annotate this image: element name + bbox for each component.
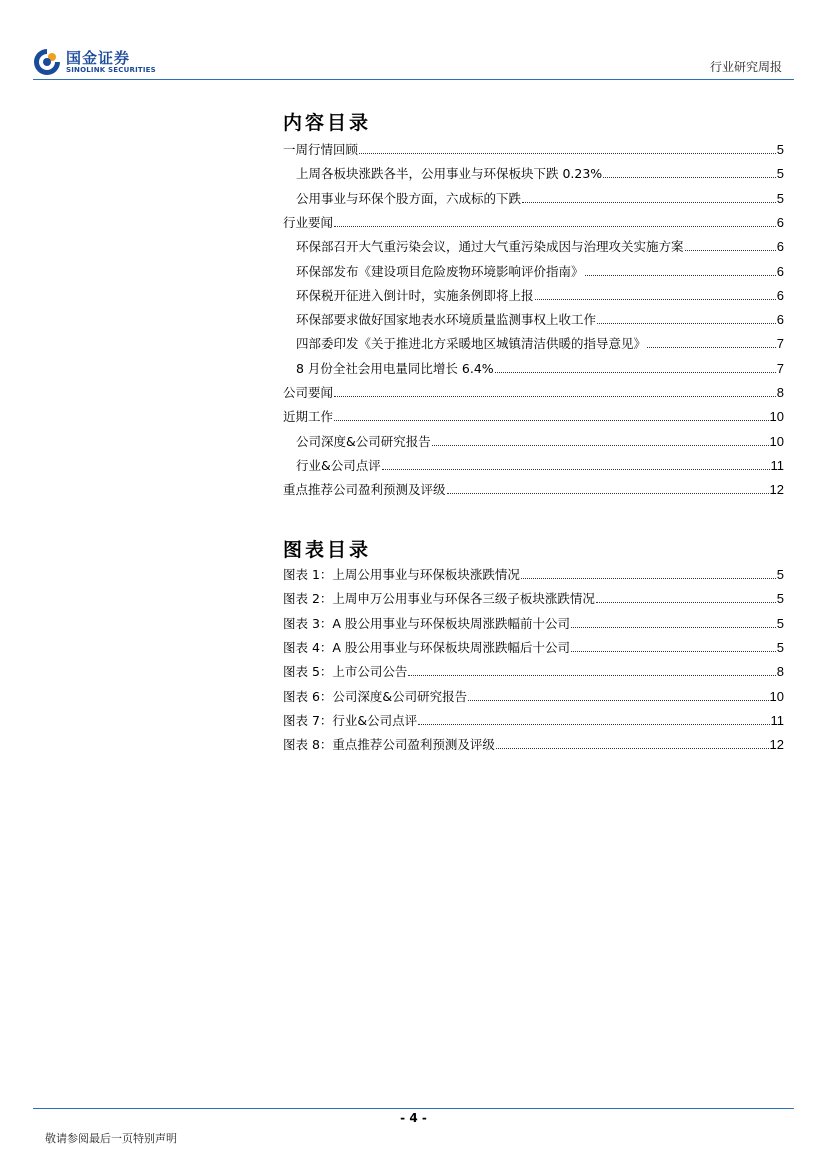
toc-entry-title[interactable]: 公司要闻 bbox=[283, 385, 334, 400]
dot-leader bbox=[603, 177, 776, 178]
toc-entry-title[interactable]: 近期工作 bbox=[283, 409, 334, 425]
toc-entry[interactable] bbox=[283, 211, 784, 231]
figure-toc-entry-page[interactable]: 5 bbox=[776, 639, 784, 655]
figure-toc-entry-title[interactable]: 图表 1：上周公用事业与环保板块涨跌情况 bbox=[283, 567, 520, 582]
figure-toc-entry[interactable] bbox=[283, 709, 784, 729]
sinolink-logo-icon bbox=[33, 48, 61, 76]
toc-entry-page[interactable]: 12 bbox=[769, 482, 784, 498]
figure-toc-entry[interactable] bbox=[283, 612, 784, 632]
toc-entry-title[interactable]: 公用事业与环保个股方面，六成标的下跌 bbox=[296, 190, 522, 206]
toc-entry-page[interactable]: 8 bbox=[776, 385, 784, 400]
dot-leader bbox=[585, 275, 776, 276]
report-type: 行业研究周报 bbox=[709, 60, 782, 74]
toc-entry-title[interactable]: 环保部要求做好国家地表水环境质量监测事权上收工作 bbox=[296, 312, 597, 328]
toc-entry-page[interactable]: 7 bbox=[776, 336, 784, 352]
toc-entry-page[interactable]: 6 bbox=[776, 239, 784, 255]
footer-divider bbox=[33, 1108, 794, 1109]
dot-leader bbox=[334, 226, 776, 227]
figure-toc-entry-page[interactable]: 12 bbox=[769, 737, 784, 753]
toc-entry[interactable] bbox=[296, 235, 784, 255]
dot-leader bbox=[647, 347, 776, 348]
dot-leader bbox=[596, 602, 776, 603]
dot-leader bbox=[468, 700, 768, 701]
toc-entry-title[interactable]: 行业要闻 bbox=[283, 214, 334, 230]
dot-leader bbox=[495, 372, 776, 373]
figure-toc-entry-title[interactable]: 图表 8：重点推荐公司盈利预测及评级 bbox=[283, 737, 495, 753]
page-number: - 4 - bbox=[400, 1111, 427, 1125]
toc-entry-title[interactable]: 环保部召开大气重污染会议，通过大气重污染成因与治理攻关实施方案 bbox=[296, 239, 684, 255]
toc-entry-page[interactable]: 10 bbox=[769, 433, 784, 449]
figure-toc-entry-page[interactable]: 5 bbox=[776, 615, 784, 631]
figure-toc-entry-page[interactable]: 5 bbox=[776, 567, 784, 582]
dot-leader bbox=[447, 493, 769, 494]
company-logo bbox=[33, 47, 156, 77]
toc-entry-page[interactable]: 5 bbox=[776, 190, 784, 206]
dot-leader bbox=[522, 202, 776, 203]
toc-entry-title[interactable]: 一周行情回顾 bbox=[283, 142, 359, 157]
dot-leader bbox=[496, 748, 769, 749]
figure-toc-entry-page[interactable]: 10 bbox=[769, 688, 784, 704]
toc-entry-title[interactable]: 公司深度&公司研究报告 bbox=[296, 433, 431, 449]
figure-toc-entry-title[interactable]: 图表 6：公司深度&公司研究报告 bbox=[283, 688, 468, 704]
logo-chinese-name: 国金证券 bbox=[66, 48, 131, 67]
toc-entry-title[interactable]: 行业&公司点评 bbox=[296, 457, 381, 473]
figure-toc-entry[interactable] bbox=[283, 685, 784, 705]
figure-toc-entry[interactable] bbox=[283, 563, 784, 583]
toc-entry-page[interactable]: 6 bbox=[776, 214, 784, 230]
toc-entry-title[interactable]: 重点推荐公司盈利预测及评级 bbox=[283, 482, 446, 498]
dot-leader bbox=[597, 323, 776, 324]
figure-toc-entry[interactable] bbox=[283, 733, 784, 753]
figure-toc-entry-page[interactable]: 5 bbox=[776, 591, 784, 607]
dot-leader bbox=[571, 651, 776, 652]
toc-entry-page[interactable]: 11 bbox=[770, 457, 784, 473]
toc-entry-page[interactable]: 6 bbox=[776, 263, 784, 279]
toc-entry-page[interactable]: 7 bbox=[776, 360, 784, 376]
page-header bbox=[0, 0, 827, 84]
toc-entry-page[interactable]: 6 bbox=[776, 312, 784, 328]
figure-toc-entry-title[interactable]: 图表 2：上周申万公用事业与环保各三级子板块涨跌情况 bbox=[283, 591, 595, 607]
toc-entry[interactable] bbox=[296, 162, 784, 182]
figure-toc-entry[interactable] bbox=[283, 636, 784, 656]
figure-toc-entry-title[interactable]: 图表 7：行业&公司点评 bbox=[283, 712, 418, 728]
toc-entry-page[interactable]: 10 bbox=[769, 409, 784, 425]
logo-english-name: SINOLINK SECURITIES bbox=[66, 65, 156, 74]
dot-leader bbox=[408, 675, 775, 676]
toc-entry[interactable] bbox=[296, 332, 784, 352]
dot-leader bbox=[382, 469, 770, 470]
toc-entry-page[interactable]: 6 bbox=[776, 287, 784, 303]
dot-leader bbox=[334, 420, 769, 421]
toc-entry[interactable] bbox=[283, 405, 784, 425]
header-divider bbox=[33, 79, 794, 80]
toc-entry-title[interactable]: 四部委印发《关于推进北方采暖地区城镇清洁供暖的指导意见》 bbox=[296, 336, 647, 352]
toc-entry-title[interactable]: 8 月份全社会用电量同比增长 6.4% bbox=[296, 360, 494, 376]
dot-leader bbox=[685, 250, 776, 251]
toc-entry-title[interactable]: 环保部发布《建设项目危险废物环境影响评价指南》 bbox=[296, 263, 584, 279]
footer-disclaimer: 敬请参阅最后一页特别声明 bbox=[45, 1132, 177, 1145]
toc-entry[interactable] bbox=[296, 308, 784, 328]
figures-title: 图表目录 bbox=[283, 539, 372, 561]
toc-entry[interactable] bbox=[296, 454, 784, 474]
dot-leader bbox=[521, 578, 776, 579]
toc-entry[interactable] bbox=[296, 357, 784, 377]
toc-entry-page[interactable]: 5 bbox=[776, 142, 784, 157]
toc-entry[interactable] bbox=[283, 381, 784, 401]
toc-entry[interactable] bbox=[283, 478, 784, 498]
toc-entry[interactable] bbox=[296, 430, 784, 450]
dot-leader bbox=[418, 724, 769, 725]
toc-entry-page[interactable]: 5 bbox=[776, 166, 784, 182]
dot-leader bbox=[432, 445, 769, 446]
figure-toc-entry-title[interactable]: 图表 3：A 股公用事业与环保板块周涨跌幅前十公司 bbox=[283, 615, 570, 631]
dot-leader bbox=[334, 396, 776, 397]
toc-entry[interactable] bbox=[283, 138, 784, 158]
figure-toc-entry-page[interactable]: 8 bbox=[776, 664, 784, 680]
figure-toc-entry-title[interactable]: 图表 4：A 股公用事业与环保板块周涨跌幅后十公司 bbox=[283, 639, 570, 655]
toc-entry-title[interactable]: 环保税开征进入倒计时，实施条例即将上报 bbox=[296, 287, 534, 303]
dot-leader bbox=[359, 153, 776, 154]
dot-leader bbox=[535, 299, 776, 300]
figure-toc-entry-page[interactable]: 11 bbox=[770, 712, 784, 728]
contents-title: 内容目录 bbox=[283, 112, 372, 134]
figure-toc-entry[interactable] bbox=[283, 660, 784, 680]
figure-toc-entry-title[interactable]: 图表 5：上市公司公告 bbox=[283, 664, 408, 680]
toc-entry[interactable] bbox=[296, 187, 784, 207]
toc-entry[interactable] bbox=[296, 284, 784, 304]
dot-leader bbox=[571, 627, 776, 628]
figure-toc-entry[interactable] bbox=[283, 587, 784, 607]
toc-entry-title[interactable]: 上周各板块涨跌各半，公用事业与环保板块下跌 0.23% bbox=[296, 166, 603, 182]
toc-entry[interactable] bbox=[296, 260, 784, 280]
